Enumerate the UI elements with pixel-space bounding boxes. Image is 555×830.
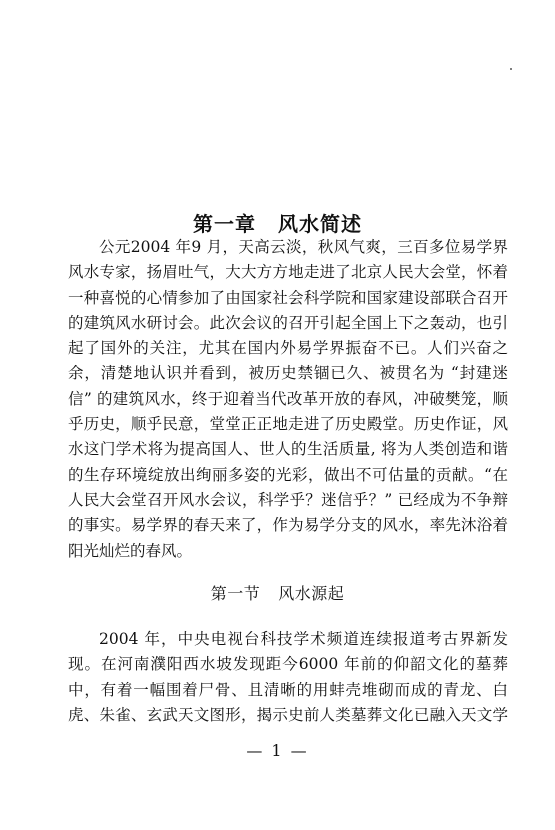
chapter-title: 风水简述: [278, 212, 362, 236]
paragraph-line: 中，有着一幅围着尸骨、且清晰的用蚌壳堆砌而成的青龙、白: [68, 680, 508, 699]
paragraph-line: 虎、朱雀、玄武天文图形，揭示史前人类墓葬文化已融入天文学: [68, 705, 508, 724]
section-number: 第一节: [210, 584, 261, 603]
body-paragraph-1: [68, 235, 508, 564]
chapter-number: 第一章: [193, 212, 256, 236]
paragraph-line: 人民大会堂召开风水会议，科学乎？迷信乎？” 已经成为不争辩: [68, 490, 508, 509]
section-title: 风水源起: [278, 584, 345, 603]
paragraph-line: 2004 年，中央电视台科技学术频道连续报道考古界新发: [99, 630, 508, 648]
paragraph-line: 风水专家，扬眉吐气，大大方方地走进了北京人民大会堂，怀着: [68, 263, 508, 282]
body-paragraph-2: [68, 627, 508, 728]
paragraph-line: 公元2004 年9 月，天高云淡，秋风气爽，三百多位易学界: [99, 238, 508, 256]
paragraph-line: 水这门学术将为提高国人、世人的生活质量, 将为人类创造和谐: [68, 440, 508, 459]
paragraph-line: 一种喜悦的心情参加了由国家社会科学院和国家建设部联合召开: [68, 288, 508, 307]
paragraph-line: 起了国外的关注，尤其在国内外易学界振奋不已。人们兴奋之: [68, 339, 508, 358]
paragraph-line: 的事实。易学界的春天来了，作为易学分支的风水，率先沐浴着: [68, 516, 508, 535]
chapter-heading: [0, 208, 555, 237]
paragraph-line: 阳光灿烂的春风。: [68, 541, 193, 560]
paragraph-line: 信” 的建筑风水，终于迎着当代改革开放的春风，冲破樊笼，顺: [68, 389, 508, 408]
paragraph-line: 的生存环境绽放出绚丽多姿的光彩，做出不可估量的贡献。“在: [68, 465, 508, 484]
page-number: — 1 —: [246, 741, 309, 760]
paragraph-line: 的建筑风水研讨会。此次会议的召开引起全国上下之轰动，也引: [68, 313, 508, 332]
scan-speck: [510, 68, 512, 70]
section-heading: [0, 581, 555, 604]
paragraph-line: 乎历史，顺乎民意，堂堂正正地走进了历史殿堂。历史作证，风: [68, 415, 508, 434]
paragraph-line: 现。在河南濮阳西水坡发现距今6000 年前的仰韶文化的墓葬: [68, 655, 508, 674]
paragraph-line: 余，清楚地认识并看到，被历史禁锢已久、被贯名为 “封建迷: [68, 364, 508, 383]
